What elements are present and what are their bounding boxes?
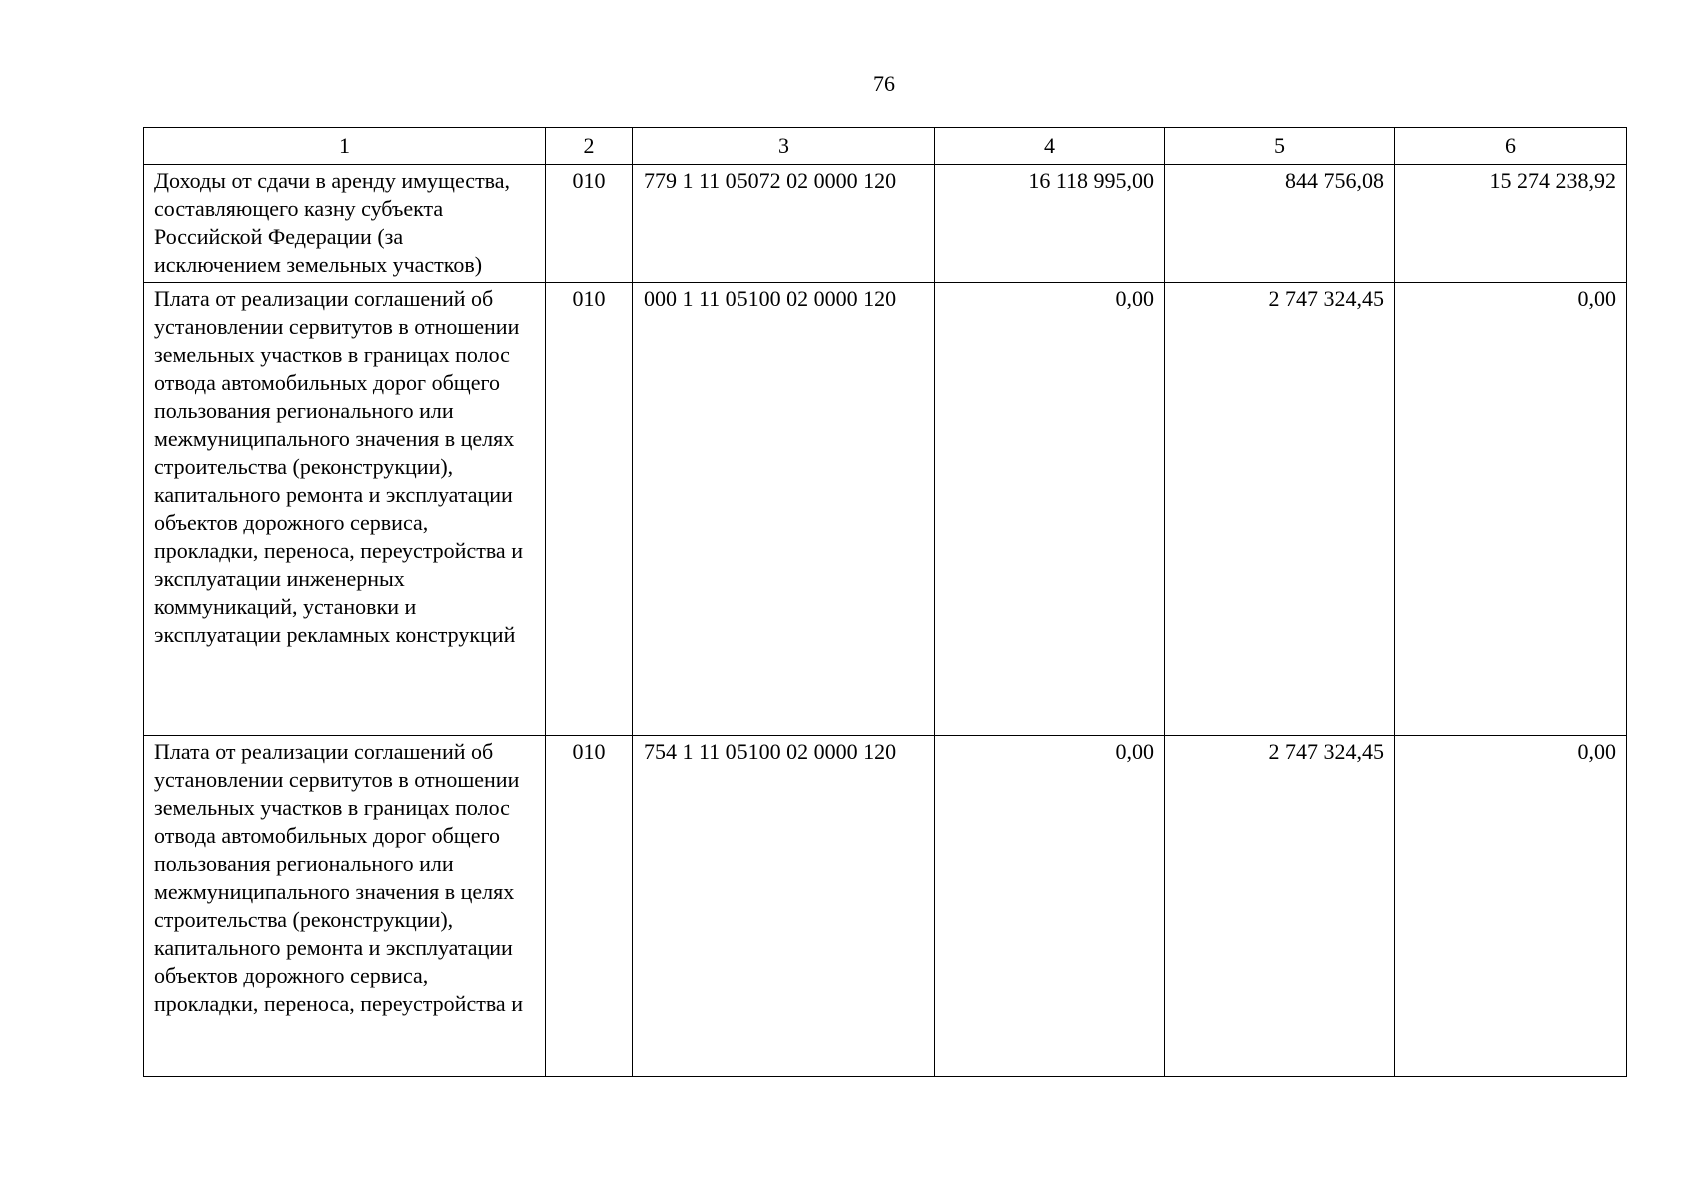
row-name: Доходы от сдачи в аренду имущества, составляющего казну субъекта Российской Федерации (за исключением земельных участков) [154,168,511,277]
column-header: 3 [633,128,935,165]
value-col6: 15 274 238,92 [1489,168,1616,193]
table-row [144,165,1627,283]
value-cell-col5 [1165,165,1395,283]
value-cell-col5 [1165,736,1395,1077]
value-col6: 0,00 [1577,286,1616,311]
row-name: Плата от реализации соглашений об установлении сервитутов в отношении земельных участков в границах полос отвода автомобильных дорог общего пользования регионального или межмуниципального значения в целях строительства (реконструкции), капитального ремонта и эксплуатации объектов дорожного сервиса, прокладки, переноса, переустройства и эксплуатации инженерных коммуникаций, установки и эксплуатации рекламных конструкций [154,286,523,647]
value-cell-col5 [1165,283,1395,736]
value-cell-col6 [1395,165,1627,283]
value-col6: 0,00 [1577,739,1616,764]
page-number: 76 [873,71,895,96]
budget-code-cell [633,165,935,283]
value-cell-col4 [935,165,1165,283]
line-code: 010 [572,739,606,764]
value-col5: 2 747 324,45 [1268,739,1384,764]
value-cell-col4 [935,283,1165,736]
column-header: 1 [144,128,546,165]
line-code-cell [546,283,633,736]
budget-code-cell [633,736,935,1077]
value-col4: 16 118 995,00 [1028,168,1154,193]
row-name-cell [144,165,546,283]
value-cell-col6 [1395,283,1627,736]
column-header: 4 [935,128,1165,165]
column-header: 6 [1395,128,1627,165]
table-row [144,283,1627,736]
line-code-cell [546,165,633,283]
budget-code: 779 1 11 05072 02 0000 120 [644,168,897,193]
revenue-table [143,127,1627,1077]
table-header-row [144,128,1627,165]
budget-code: 754 1 11 05100 02 0000 120 [644,739,897,764]
line-code: 010 [572,286,606,311]
row-name: Плата от реализации соглашений об установлении сервитутов в отношении земельных участков в границах полос отвода автомобильных дорог общего пользования регионального или межмуниципального значения в целях строительства (реконструкции), капитального ремонта и эксплуатации объектов дорожного сервиса, прокладки, переноса, переустройства и [154,739,523,1016]
value-col5: 2 747 324,45 [1268,286,1384,311]
budget-code-cell [633,283,935,736]
row-name-cell [144,283,546,736]
column-header: 5 [1165,128,1395,165]
value-col5: 844 756,08 [1285,168,1384,193]
value-col4: 0,00 [1115,286,1154,311]
budget-code: 000 1 11 05100 02 0000 120 [644,286,897,311]
row-name-cell [144,736,546,1077]
value-cell-col6 [1395,736,1627,1077]
value-cell-col4 [935,736,1165,1077]
column-header: 2 [546,128,633,165]
line-code: 010 [572,168,606,193]
table-row [144,736,1627,1077]
line-code-cell [546,736,633,1077]
value-col4: 0,00 [1115,739,1154,764]
